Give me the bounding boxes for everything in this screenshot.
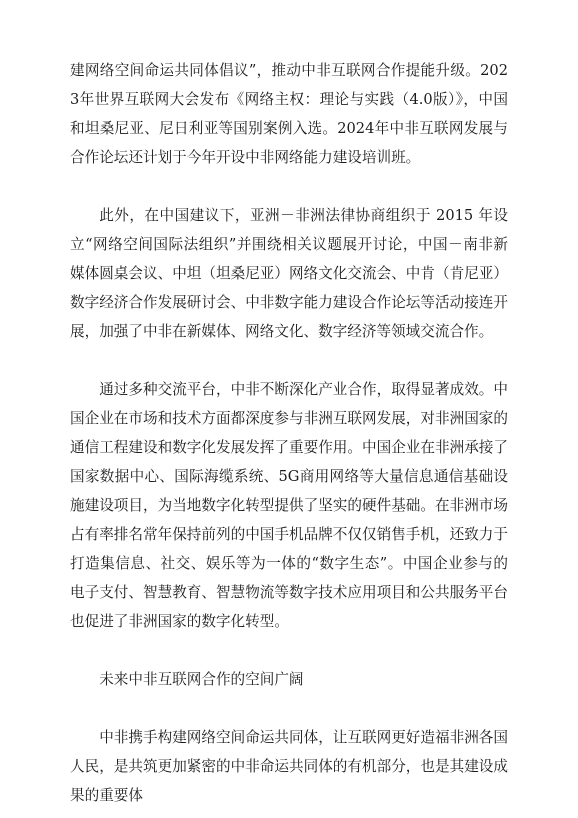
paragraph-continuation: 建网络空间命运共同体倡议”，推动中非互联网合作提能升级。2023年世界互联网大会发布《网络主权：理论与实践（4.0版）》，中国和坦桑尼亚、尼日利亚等国别案例入选。2024年中非互联网发展与合作论坛还计划于今年开设中非网络能力建设培训班。 [70,62,508,166]
section-heading: 未来中非互联网合作的空间广阔 [99,671,304,688]
paragraph-gap [70,346,508,375]
paragraph-legal-organization: 此外，在中国建议下，亚洲－非洲法律协商组织于 2015 年设立“网络空间国际法组织”并围绕相关议题展开讨论，中国－南非新媒体圆桌会议、中坦（坦桑尼亚）网络文化交流会、中肯（肯尼亚）数字经济合作发展研讨会、中非数字能力建设合作论坛等活动接连开展，加强了中非在新媒体、网络文化、数字经济等领域交流合作。 [70,207,508,340]
paragraph-industry-cooperation: 通过多种交流平台，中非不断深化产业合作，取得显著成效。中国企业在市场和技术方面都深度参与非洲互联网发展，对非洲国家的通信工程建设和数字化发展发挥了重要作用。中国企业在非洲承接了国家数据中心、国际海缆系统、5G商用网络等大量信息通信基础设施建设项目，为当地数字化转型提供了坚实的硬件基础。在非洲市场占有率排名常年保持前列的中国手机品牌不仅仅销售手机，还致力于打造集信息、社交、娱乐等为一体的“数字生态”。中国企业参与的电子支付、智慧教育、智慧物流等数字技术应用项目和公共服务平台也促进了非洲国家的数字化转型。 [70,381,508,630]
paragraph-gap [70,636,508,665]
paragraph-gap [70,694,508,723]
paragraph-gap [70,172,508,201]
paragraph-community-future: 中非携手构建网络空间命运共同体，让互联网更好造福非洲各国人民，是共筑更加紧密的中非命运共同体的有机部分，也是其建设成果的重要体 [70,729,508,804]
